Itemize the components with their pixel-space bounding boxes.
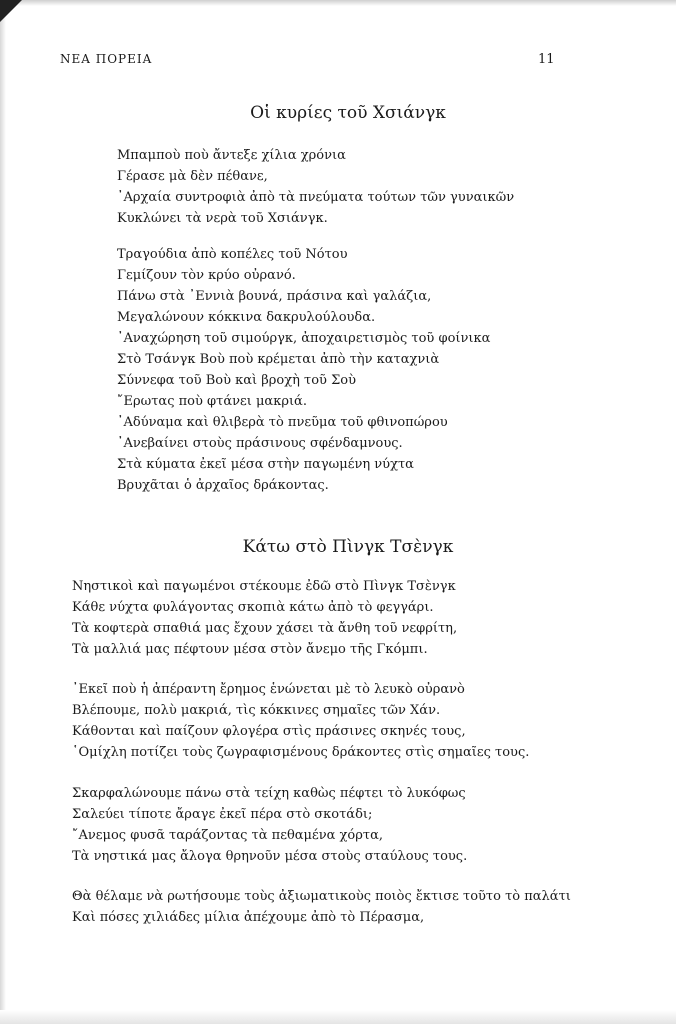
- verse-line: Βλέπουμε, πολὺ μακριά, τὶς κόκκινες σημαῖες τῶν Χάν.: [72, 703, 441, 718]
- poem-2-stanza-1: [72, 576, 457, 660]
- verse-line: Πάνω στὰ ᾿Εννιὰ βουνά, πράσινα καὶ γαλάζια,: [117, 289, 432, 304]
- verse-line: Γεμίζουν τὸν κρύο οὐρανό.: [117, 268, 296, 283]
- poem-2-stanza-2: [72, 679, 529, 763]
- verse-line: Στὰ κύματα ἐκεῖ μέσα στὴν παγωμένη νύχτα: [117, 457, 414, 472]
- verse-line: Στὸ Τσάνγκ Βοὺ ποὺ κρέμεται ἀπὸ τὴν καταχνιὰ: [117, 352, 440, 367]
- verse-line: ῾Ομίχλη ποτίζει τοὺς ζωγραφισμένους δράκοντες στὶς σημαῖες τους.: [72, 745, 530, 760]
- page-bottom-edge: [0, 1010, 676, 1024]
- verse-line: Κάθε νύχτα φυλάγοντας σκοπιὰ κάτω ἀπὸ τὸ φεγγάρι.: [72, 600, 434, 615]
- verse-line: ῎Ανεμος φυσᾶ ταράζοντας τὰ πεθαμένα χόρτα,: [72, 828, 383, 843]
- verse-line: ᾿Αρχαία συντροφιὰ ἀπὸ τὰ πνεύματα τούτων τῶν γυναικῶν: [117, 190, 515, 205]
- verse-line: ᾿Αναχώρηση τοῦ σιμούργκ, ἀποχαιρετισμὸς τοῦ φοίνικα: [117, 331, 491, 346]
- page-top-edge: [0, 0, 676, 6]
- verse-line: Τὰ μαλλιά μας πέφτουν μέσα στὸν ἄνεμο τῆς Γκόμπι.: [72, 642, 428, 657]
- verse-line: ᾿Αδύναμα καὶ θλιβερὰ τὸ πνεῦμα τοῦ φθινοπώρου: [117, 415, 448, 430]
- page-number: 11: [538, 52, 555, 67]
- verse-line: ῎Ερωτας ποὺ φτάνει μακριά.: [117, 394, 307, 409]
- verse-line: ᾿Εκεῖ ποὺ ἡ ἀπέραντη ἔρημος ἑνώνεται μὲ τὸ λευκὸ οὐρανὸ: [72, 682, 465, 697]
- verse-line: Τὰ κοφτερὰ σπαθιά μας ἔχουν χάσει τὰ ἄνθη τοῦ νεφρίτη,: [72, 621, 458, 636]
- verse-line: Μπαμποὺ ποὺ ἄντεξε χίλια χρόνια: [117, 148, 346, 163]
- poem-2-stanza-4: [72, 886, 571, 928]
- verse-line: Κυκλώνει τὰ νερὰ τοῦ Χσιάνγκ.: [117, 211, 328, 226]
- poem-title-1: Οἱ κυρίες τοῦ Χσιάνγκ: [250, 103, 446, 123]
- verse-line: Κάθονται καὶ παίζουν φλογέρα στὶς πράσινες σκηνές τους,: [72, 724, 466, 739]
- verse-line: Τραγούδια ἀπὸ κοπέλες τοῦ Νότου: [117, 247, 348, 262]
- poem-1-stanza-1: [117, 145, 514, 229]
- verse-line: Σύννεφα τοῦ Βοὺ καὶ βροχὴ τοῦ Σοὺ: [117, 373, 357, 388]
- verse-line: Μεγαλώνουν κόκκινα δακρυλούλουδα.: [117, 310, 376, 325]
- verse-line: Θὰ θέλαμε νὰ ρωτήσουμε τοὺς ἀξιωματικοὺς ποιὸς ἔκτισε τοῦτο τὸ παλάτι: [72, 889, 571, 904]
- verse-line: Βρυχᾶται ὁ ἀρχαῖος δράκοντας.: [117, 478, 329, 493]
- poem-1-stanza-2: [117, 244, 490, 496]
- verse-line: Νηστικοὶ καὶ παγωμένοι στέκουμε ἐδῶ στὸ Πὶνγκ Τσὲνγκ: [72, 579, 456, 594]
- verse-line: ᾿Ανεβαίνει στοὺς πράσινους σφένδαμνους.: [117, 436, 403, 451]
- page-left-edge: [0, 0, 6, 1024]
- verse-line: Σαλεύει τίποτε ἄραγε ἐκεῖ πέρα στὸ σκοτάδι;: [72, 807, 373, 822]
- poem-title-2: Κάτω στὸ Πὶνγκ Τσὲνγκ: [242, 537, 454, 557]
- running-title: ΝΕΑ ΠΟΡΕΙΑ: [60, 52, 153, 66]
- verse-line: Σκαρφαλώνουμε πάνω στὰ τείχη καθὼς πέφτει τὸ λυκόφως: [72, 786, 466, 801]
- verse-line: Καὶ πόσες χιλιάδες μίλια ἀπέχουμε ἀπὸ τὸ Πέρασμα,: [72, 910, 425, 925]
- poem-2-stanza-3: [72, 783, 467, 867]
- verse-line: Τὰ νηστικά μας ἄλογα θρηνοῦν μέσα στοὺς σταύλους τους.: [72, 849, 468, 864]
- verse-line: Γέρασε μὰ δὲν πέθανε,: [117, 169, 268, 184]
- page-corner-mark: [0, 0, 22, 22]
